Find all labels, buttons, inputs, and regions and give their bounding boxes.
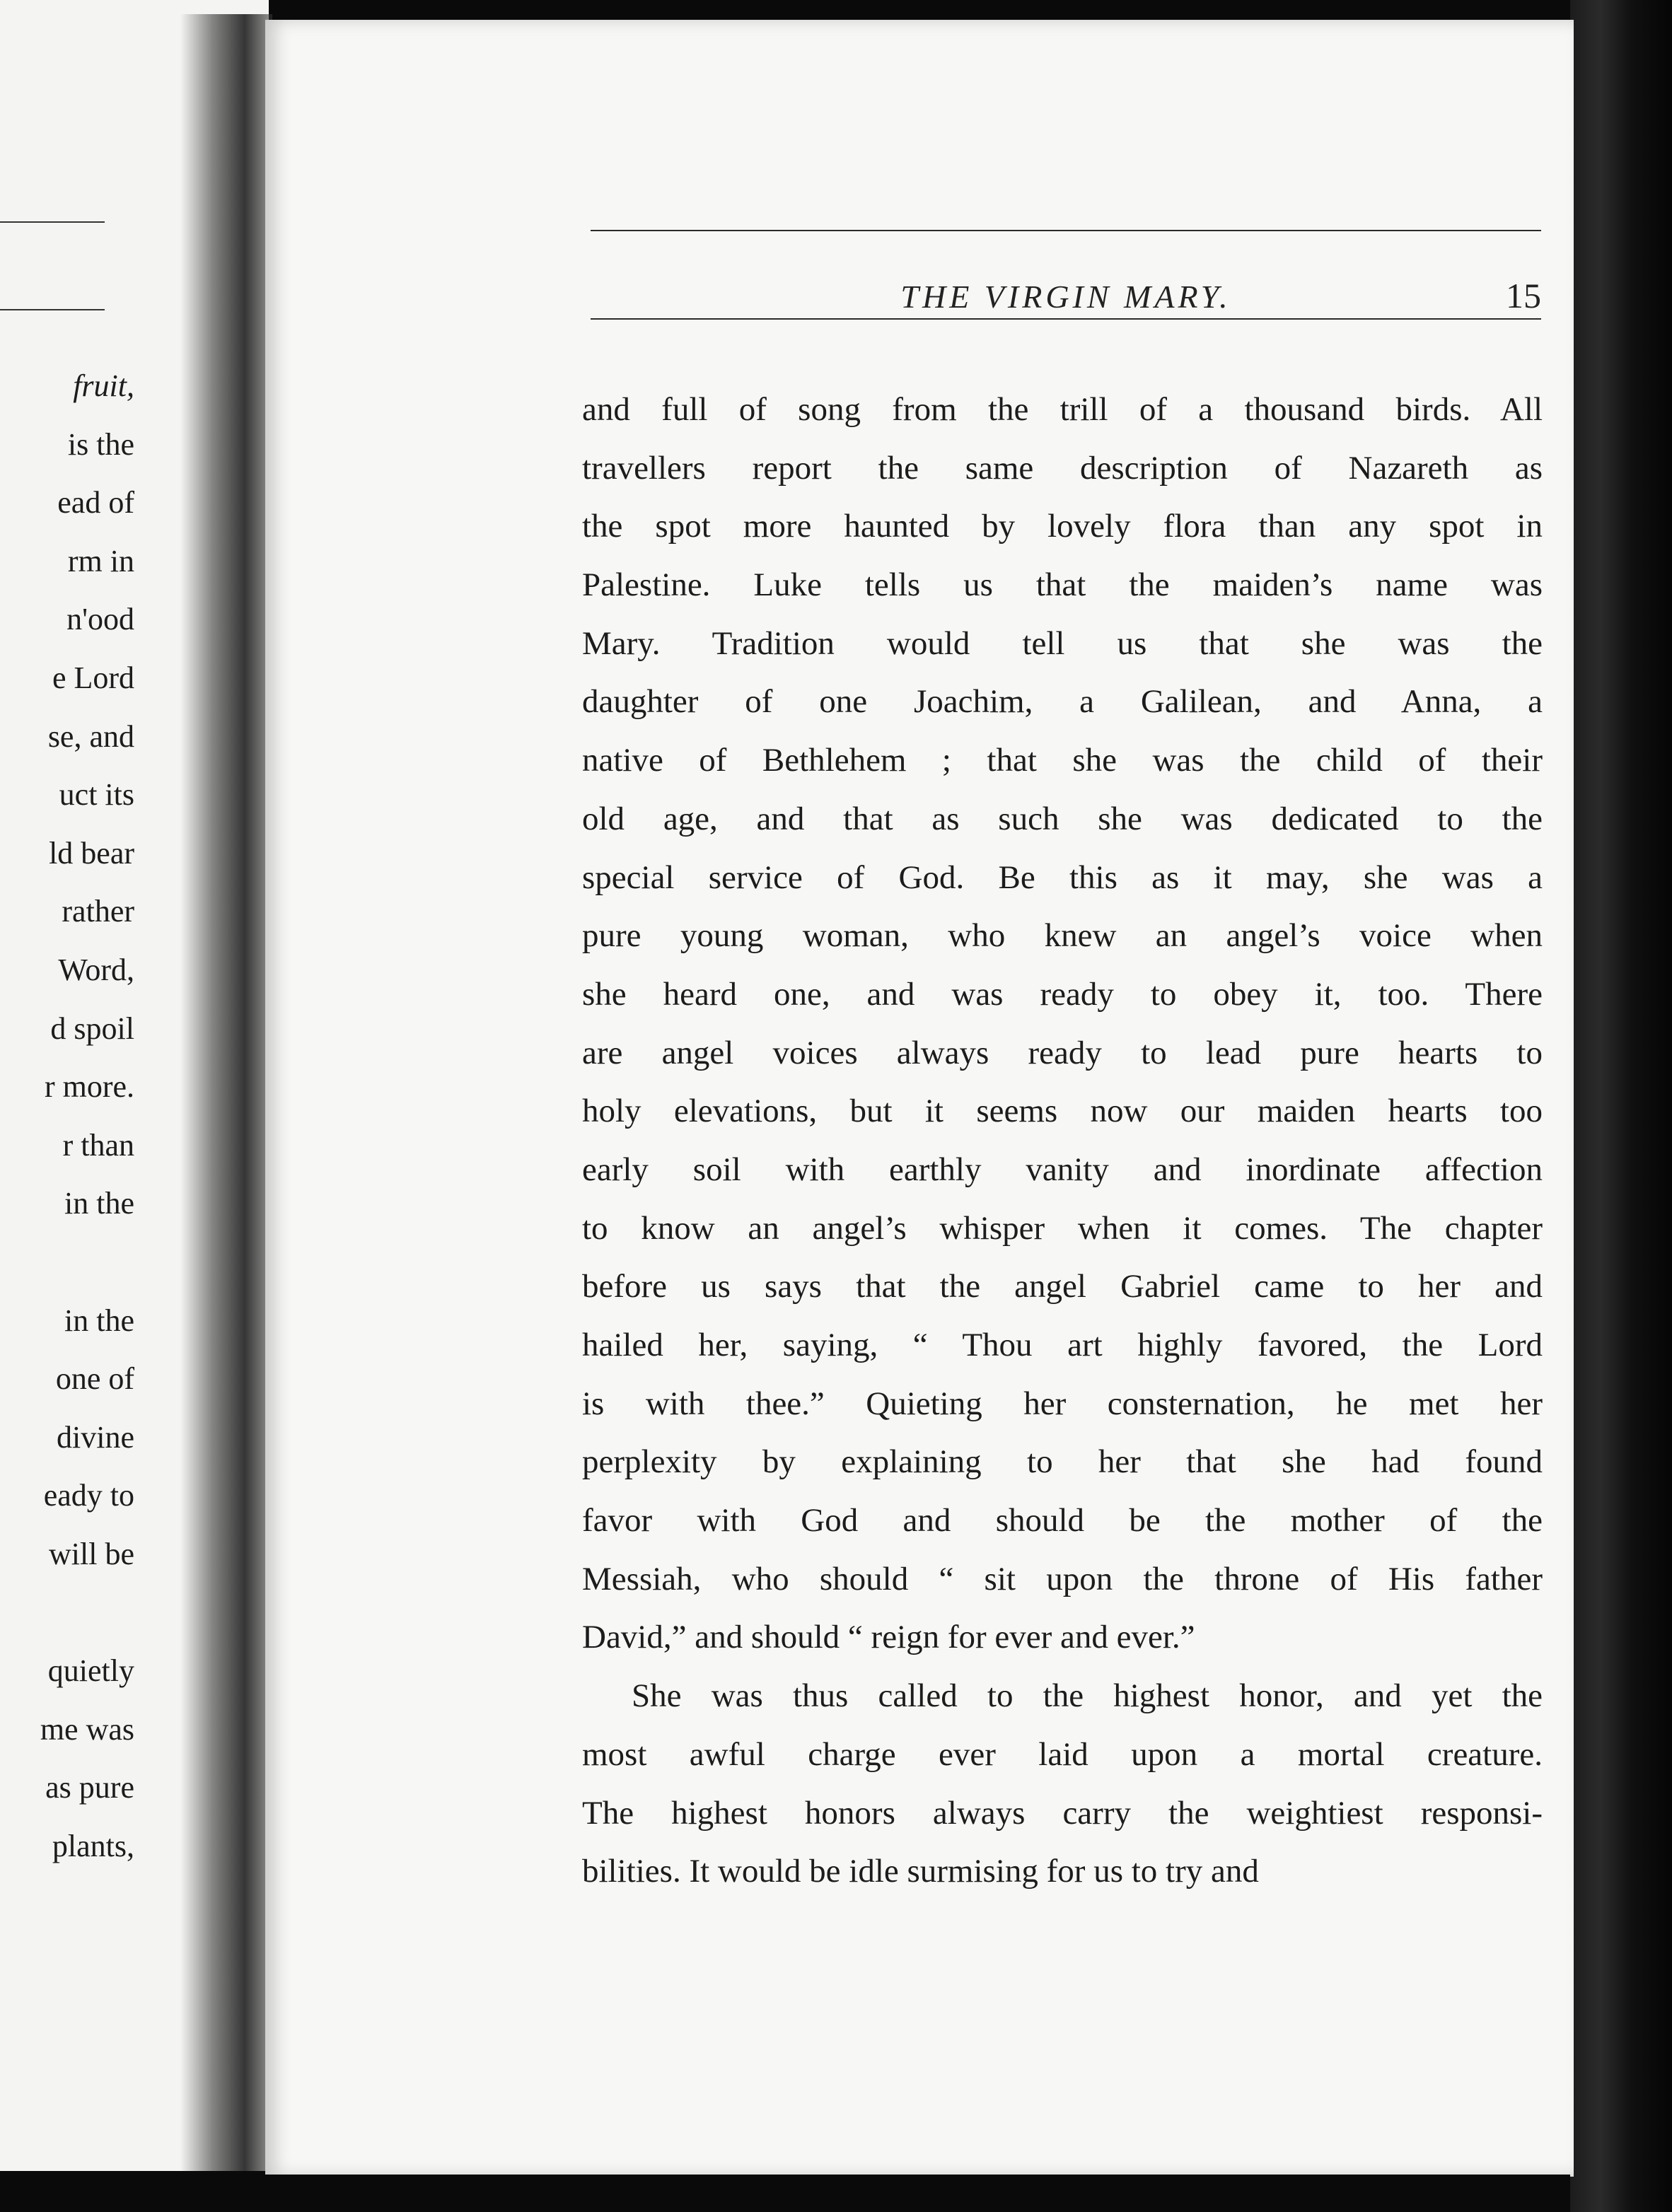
running-head bbox=[591, 278, 1541, 327]
text-line: before us says that the angel Gabriel came to her and bbox=[582, 1268, 1543, 1305]
left-page-fragment: is the bbox=[67, 426, 134, 462]
scan-bottom-edge bbox=[0, 2175, 1570, 2212]
right-page bbox=[265, 20, 1574, 2177]
left-page-fragment: Word, bbox=[58, 952, 134, 987]
left-page-fragment: se, and bbox=[47, 718, 134, 754]
left-page-fragment: ead of bbox=[57, 485, 134, 520]
text-line: She was thus called to the highest honor, and yet the bbox=[632, 1677, 1543, 1715]
left-page-fragment: fruit, bbox=[73, 368, 134, 403]
text-line: hailed her, saying, “ Thou art highly favored, the Lord bbox=[582, 1327, 1543, 1363]
text-line: special service of God. Be this as it may, she was a bbox=[582, 858, 1543, 896]
text-line: pure young woman, who knew an angel’s voice when bbox=[582, 917, 1543, 955]
text-line: perplexity by explaining to her that she had found bbox=[582, 1443, 1543, 1481]
left-page-text bbox=[0, 357, 134, 1875]
text-line: and full of song from the trill of a thousand birds. All bbox=[582, 391, 1543, 428]
left-page-fragment: ld bear bbox=[49, 835, 134, 871]
left-page-fragment: r than bbox=[62, 1127, 134, 1163]
text-line: old age, and that as such she was dedicated to the bbox=[582, 800, 1543, 837]
text-line: are angel voices always ready to lead pure hearts to bbox=[582, 1034, 1543, 1071]
text-line: Mary. Tradition would tell us that she was the bbox=[582, 624, 1543, 662]
running-title: THE VIRGIN MARY. bbox=[900, 279, 1231, 315]
text-line: early soil with earthly vanity and inordinate affection bbox=[582, 1151, 1543, 1188]
left-page-fragment: eady to bbox=[43, 1478, 134, 1513]
header-rule-bottom bbox=[591, 318, 1541, 320]
text-line: Messiah, who should “ sit upon the throne of His father bbox=[582, 1560, 1543, 1597]
left-page-fragment: divine bbox=[57, 1419, 134, 1455]
left-page-fragment: as pure bbox=[45, 1770, 134, 1805]
left-page-fragment: rather bbox=[62, 894, 134, 929]
left-page-fragment: uct its bbox=[59, 777, 134, 813]
book-cover-edge bbox=[1570, 0, 1672, 2212]
left-page-rule-bottom bbox=[0, 309, 105, 310]
text-line: Palestine. Luke tells us that the maiden’s name was bbox=[582, 566, 1543, 604]
text-line: most awful charge ever laid upon a mortal creature. bbox=[582, 1735, 1543, 1773]
text-line: she heard one, and was ready to obey it, too. There bbox=[582, 975, 1543, 1013]
text-line: The highest honors always carry the weightiest responsi- bbox=[582, 1794, 1543, 1832]
left-page-fragment: will be bbox=[49, 1536, 134, 1571]
text-line: holy elevations, but it seems now our maiden hearts too bbox=[582, 1093, 1543, 1130]
left-page-fragment: e Lord bbox=[52, 660, 134, 695]
header-rule-top bbox=[591, 230, 1541, 231]
body-text bbox=[582, 380, 1543, 1901]
text-line: daughter of one Joachim, a Galilean, and Anna, a bbox=[582, 683, 1543, 721]
text-line: is with thee.” Quieting her consternation, he met her bbox=[582, 1385, 1543, 1422]
left-page-fragment: in the bbox=[64, 1303, 134, 1338]
text-line: David,” and should “ reign for ever and ever.” bbox=[582, 1619, 1195, 1656]
left-page-fragment: r more. bbox=[44, 1069, 134, 1105]
left-page-fragment bbox=[0, 1233, 134, 1292]
left-page-fragment: me was bbox=[40, 1711, 134, 1747]
left-page-fragment: in the bbox=[64, 1186, 134, 1221]
left-page-rule-top bbox=[0, 221, 105, 223]
text-line: to know an angel’s whisper when it comes. The chapter bbox=[582, 1209, 1543, 1247]
left-page-fragment bbox=[0, 1583, 134, 1642]
left-page-fragment: one of bbox=[55, 1361, 134, 1397]
left-page-fragment: plants, bbox=[52, 1828, 134, 1863]
left-page-fragment: quietly bbox=[47, 1653, 134, 1689]
text-line: bilities. It would be idle surmising for us to try and bbox=[582, 1853, 1259, 1890]
text-line: favor with God and should be the mother of the bbox=[582, 1502, 1543, 1539]
text-line: native of Bethlehem ; that she was the child of their bbox=[582, 742, 1543, 779]
text-line: the spot more haunted by lovely flora than any spot in bbox=[582, 508, 1543, 545]
left-page-fragment: n'ood bbox=[66, 602, 134, 637]
left-page-fragment: rm in bbox=[67, 543, 134, 578]
left-page-fragment: d spoil bbox=[50, 1011, 134, 1046]
page-number: 15 bbox=[1506, 276, 1541, 315]
text-line: travellers report the same description of Nazareth as bbox=[582, 449, 1543, 487]
book-gutter-shadow bbox=[180, 14, 272, 2171]
